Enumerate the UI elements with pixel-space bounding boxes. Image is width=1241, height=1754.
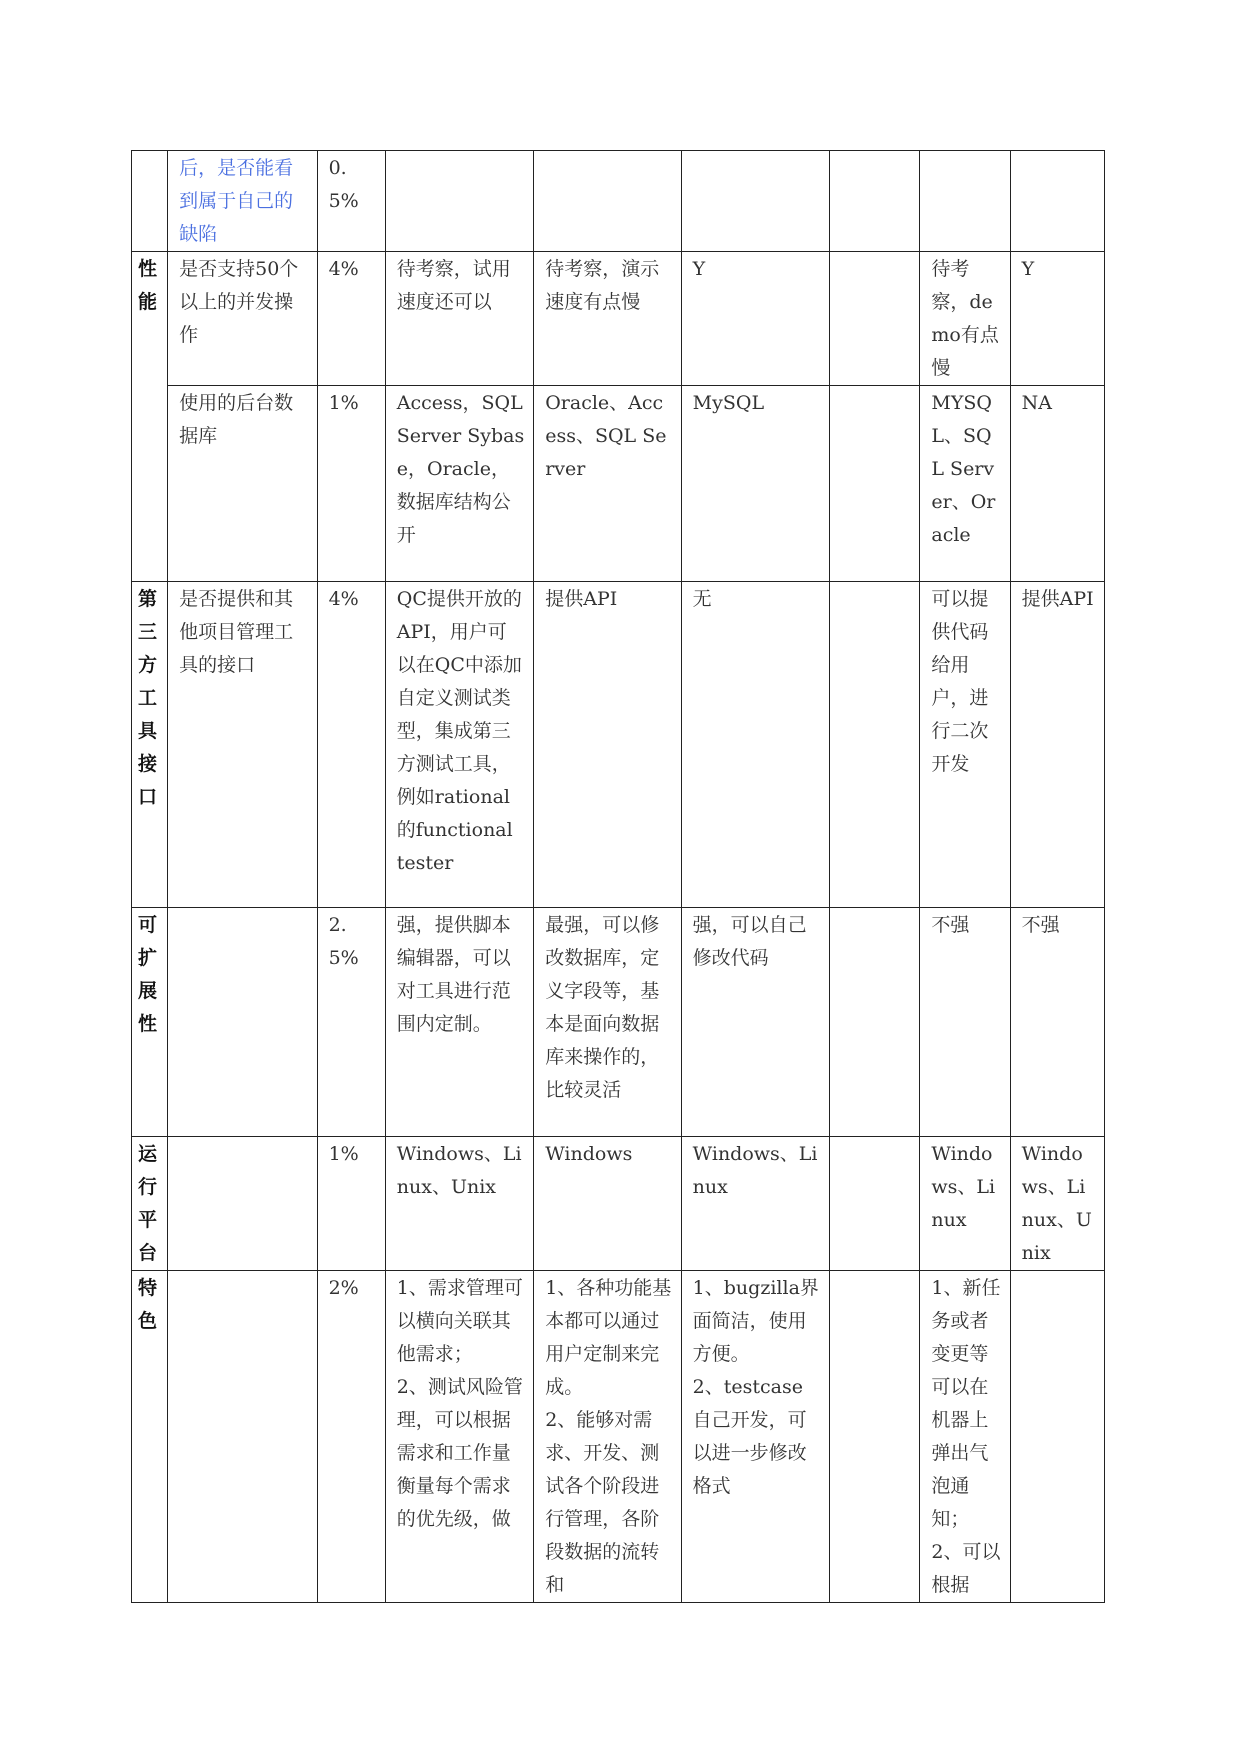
tool-cell (830, 386, 920, 582)
tool-cell: 强，提供脚本编辑器，可以对工具进行范围内定制。 (385, 908, 533, 1137)
tool-cell: 提供API (1010, 582, 1104, 908)
tool-cell (830, 582, 920, 908)
tool-cell (1010, 1271, 1104, 1603)
table-row (132, 1137, 1105, 1271)
table-row (132, 386, 1105, 582)
tool-cell: 1、新任务或者变更等可以在机器上弹出气泡通知； 2、可以根据 (920, 1271, 1010, 1603)
table-row (132, 582, 1105, 908)
tool-cell: 提供API (534, 582, 681, 908)
tool-cell: Windows、Linux (681, 1137, 829, 1271)
tool-cell: QC提供开放的API，用户可以在QC中添加自定义测试类型，集成第三方测试工具，例如rational的functional tester (385, 582, 533, 908)
tool-cell: 1、需求管理可以横向关联其他需求； 2、测试风险管理，可以根据需求和工作量衡量每个需求的优先级，做 (385, 1271, 533, 1603)
tool-cell: Y (681, 252, 829, 386)
tool-cell: 强，可以自己修改代码 (681, 908, 829, 1137)
tool-cell (920, 151, 1010, 252)
criterion-cell (168, 908, 317, 1137)
category-cell: 运行平台 (132, 1137, 168, 1271)
tool-cell: 待考察，演示速度有点慢 (534, 252, 681, 386)
weight-cell: 1% (317, 1137, 385, 1271)
criterion-cell (168, 1271, 317, 1603)
tool-cell: 可以提供代码给用户，进行二次开发 (920, 582, 1010, 908)
tool-cell: 最强，可以修改数据库，定义字段等，基本是面向数据库来操作的，比较灵活 (534, 908, 681, 1137)
category-cell: 性能 (132, 252, 168, 582)
tool-cell: Access，SQL Server Sybase，Oracle，数据库结构公开 (385, 386, 533, 582)
category-cell: 第三方工具接口 (132, 582, 168, 908)
table-row (132, 1271, 1105, 1603)
criterion-cell: 是否支持50个以上的并发操作 (168, 252, 317, 386)
tool-cell (681, 151, 829, 252)
tool-cell: 待考察，试用速度还可以 (385, 252, 533, 386)
table-row (132, 252, 1105, 386)
weight-cell: 0.5% (317, 151, 385, 252)
tool-cell (830, 252, 920, 386)
tool-cell: 1、bugzilla界面简洁，使用方便。 2、testcase自己开发，可以进一步修改格式 (681, 1271, 829, 1603)
category-cell (132, 151, 168, 252)
tool-cell (830, 908, 920, 1137)
tool-cell (830, 1271, 920, 1603)
tool-cell: Windows、Linux (920, 1137, 1010, 1271)
comparison-table (131, 150, 1105, 1603)
tool-cell: 无 (681, 582, 829, 908)
weight-cell: 4% (317, 252, 385, 386)
criterion-cell (168, 1137, 317, 1271)
criterion-cell: 是否提供和其他项目管理工具的接口 (168, 582, 317, 908)
weight-cell: 1% (317, 386, 385, 582)
category-cell: 特色 (132, 1271, 168, 1603)
category-cell: 可扩展性 (132, 908, 168, 1137)
tool-cell: MYSQL、SQL Server、Oracle (920, 386, 1010, 582)
tool-cell: 1、各种功能基本都可以通过用户定制来完成。 2、能够对需求、开发、测试各个阶段进行管理，各阶段数据的流转和 (534, 1271, 681, 1603)
weight-cell: 2.5% (317, 908, 385, 1137)
tool-cell: Oracle、Access、SQL Server (534, 386, 681, 582)
tool-cell: 不强 (920, 908, 1010, 1137)
tool-cell: NA (1010, 386, 1104, 582)
tool-cell: Windows (534, 1137, 681, 1271)
tool-cell (830, 1137, 920, 1271)
tool-cell: Windows、Linux、Unix (385, 1137, 533, 1271)
criterion-cell: 使用的后台数据库 (168, 386, 317, 582)
tool-cell: Y (1010, 252, 1104, 386)
table-row (132, 151, 1105, 252)
tool-cell (830, 151, 920, 252)
weight-cell: 4% (317, 582, 385, 908)
tool-cell: 待考察，demo有点慢 (920, 252, 1010, 386)
tool-cell (1010, 151, 1104, 252)
tool-cell: MySQL (681, 386, 829, 582)
weight-cell: 2% (317, 1271, 385, 1603)
tool-cell: Windows、Linux、Unix (1010, 1137, 1104, 1271)
tool-cell: 不强 (1010, 908, 1104, 1137)
tool-cell (385, 151, 533, 252)
tool-cell (534, 151, 681, 252)
table-row (132, 908, 1105, 1137)
criterion-cell: 后，是否能看到属于自己的缺陷 (168, 151, 317, 252)
